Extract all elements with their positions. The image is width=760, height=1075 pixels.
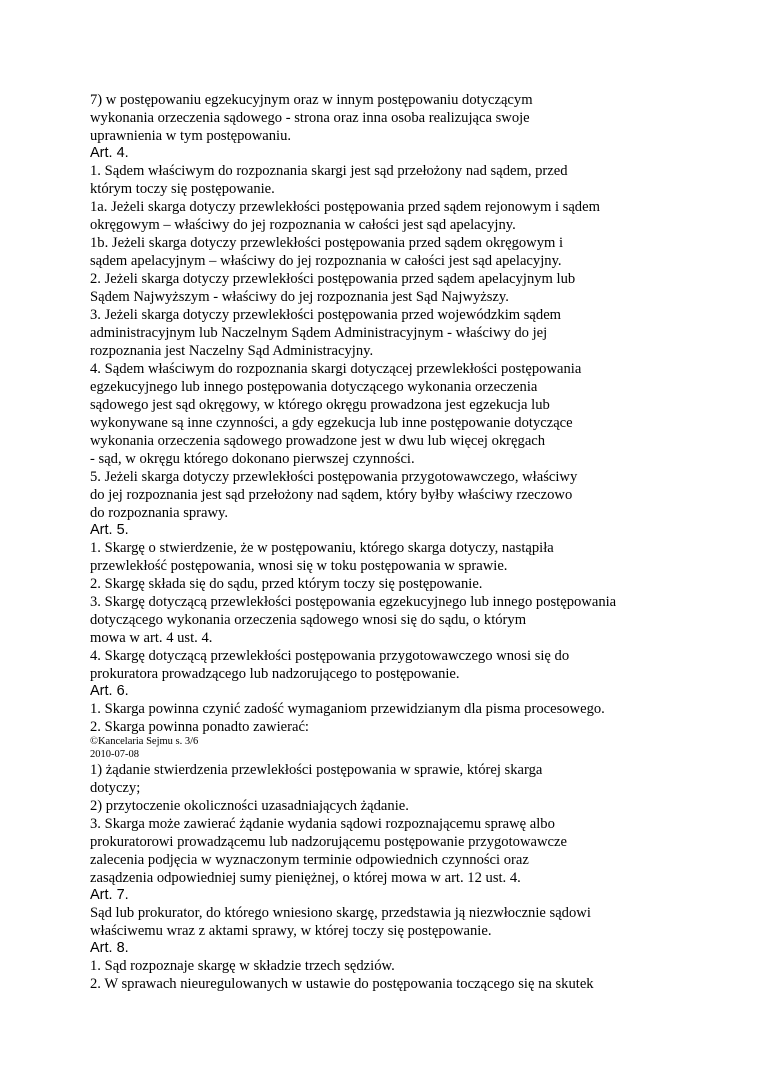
page-footer-line: 2010-07-08 (90, 748, 139, 760)
document-body (90, 91, 650, 993)
text-line: 4. Skargę dotyczącą przewlekłości postępowania przygotowawczego wnosi się do (90, 648, 570, 664)
text-line: Sądem Najwyższym - właściwy do jej rozpoznania jest Sąd Najwyższy. (90, 289, 509, 305)
text-line: sądem apelacyjnym – właściwy do jej rozpoznania w całości jest sąd apelacyjny. (90, 253, 562, 269)
text-line: 3. Skargę dotyczącą przewlekłości postępowania egzekucyjnego lub innego postępowania (90, 594, 617, 610)
text-line: 3. Skarga może zawierać żądanie wydania sądowi rozpoznającemu sprawę albo (90, 816, 555, 832)
text-line: 1. Skargę o stwierdzenie, że w postępowaniu, którego skarga dotyczy, nastąpiła (90, 540, 554, 556)
text-line: wykonywane są inne czynności, a gdy egzekucja lub inne postępowanie dotyczące (90, 415, 573, 431)
text-line: Sąd lub prokurator, do którego wniesiono skargę, przedstawia ją niezwłocznie sądowi (90, 905, 591, 921)
text-line: prokuratora prowadzącego lub nadzorującego to postępowanie. (90, 666, 460, 682)
text-line: egzekucyjnego lub innego postępowania dotyczącego wykonania orzeczenia (90, 379, 538, 395)
text-line: administracyjnym lub Naczelnym Sądem Administracyjnym - właściwy do jej (90, 325, 548, 341)
text-line: 1. Skarga powinna czynić zadość wymaganiom przewidzianym dla pisma procesowego. (90, 701, 605, 717)
article-heading: Art. 4. (90, 145, 129, 161)
text-line: sądowego jest sąd okręgowy, w którego okręgu prowadzona jest egzekucja lub (90, 397, 550, 413)
text-line: 1. Sądem właściwym do rozpoznania skargi jest sąd przełożony nad sądem, przed (90, 163, 568, 179)
text-line: uprawnienia w tym postępowaniu. (90, 128, 292, 144)
text-line: 2. Skargę składa się do sądu, przed którym toczy się postępowanie. (90, 576, 483, 592)
text-line: 5. Jeżeli skarga dotyczy przewlekłości postępowania przygotowawczego, właściwy (90, 469, 578, 485)
text-line: rozpoznania jest Naczelny Sąd Administracyjny. (90, 343, 374, 359)
text-line: dotyczącego wykonania orzeczenia sądowego wnosi się do sądu, o którym (90, 612, 527, 628)
text-line: 2. Jeżeli skarga dotyczy przewlekłości postępowania przed sądem apelacyjnym lub (90, 271, 576, 287)
text-line: do rozpoznania sprawy. (90, 505, 229, 521)
text-line: 1a. Jeżeli skarga dotyczy przewlekłości postępowania przed sądem rejonowym i sądem (90, 199, 600, 215)
text-line: 1) żądanie stwierdzenia przewlekłości postępowania w sprawie, której skarga (90, 762, 543, 778)
page-footer-line: ©Kancelaria Sejmu s. 3/6 (90, 736, 199, 747)
text-line: 2) przytoczenie okoliczności uzasadniających żądanie. (90, 798, 409, 814)
article-heading: Art. 8. (90, 940, 129, 956)
text-line: - sąd, w okręgu którego dokonano pierwszej czynności. (90, 451, 415, 467)
article-heading: Art. 7. (90, 887, 129, 903)
text-line: 4. Sądem właściwym do rozpoznania skargi dotyczącej przewlekłości postępowania (90, 361, 582, 377)
article-heading: Art. 5. (90, 522, 129, 538)
text-line: właściwemu wraz z aktami sprawy, w której toczy się postępowanie. (90, 923, 492, 939)
text-line: wykonania orzeczenia sądowego prowadzone jest w dwu lub więcej okręgach (90, 433, 546, 449)
text-line: którym toczy się postępowanie. (90, 181, 275, 197)
text-line: okręgowym – właściwy do jej rozpoznania w całości jest sąd apelacyjny. (90, 217, 516, 233)
text-line: 7) w postępowaniu egzekucyjnym oraz w innym postępowaniu dotyczącym (90, 92, 533, 108)
text-line: 2. W sprawach nieuregulowanych w ustawie do postępowania toczącego się na skutek (90, 976, 594, 992)
text-line: dotyczy; (90, 780, 141, 796)
text-line: mowa w art. 4 ust. 4. (90, 630, 213, 646)
text-line: 1. Sąd rozpoznaje skargę w składzie trzech sędziów. (90, 958, 395, 974)
text-line: 3. Jeżeli skarga dotyczy przewlekłości postępowania przed wojewódzkim sądem (90, 307, 562, 323)
text-line: wykonania orzeczenia sądowego - strona oraz inna osoba realizująca swoje (90, 110, 530, 126)
text-line: 1b. Jeżeli skarga dotyczy przewlekłości postępowania przed sądem okręgowym i (90, 235, 564, 251)
text-line: zasądzenia odpowiedniej sumy pieniężnej, o której mowa w art. 12 ust. 4. (90, 870, 521, 886)
article-heading: Art. 6. (90, 683, 129, 699)
text-line: 2. Skarga powinna ponadto zawierać: (90, 719, 309, 735)
text-line: prokuratorowi prowadzącemu lub nadzorującemu postępowanie przygotowawcze (90, 834, 567, 850)
text-line: zalecenia podjęcia w wyznaczonym terminie odpowiednich czynności oraz (90, 852, 529, 868)
text-line: do jej rozpoznania jest sąd przełożony nad sądem, który byłby właściwy rzeczowo (90, 487, 573, 503)
text-line: przewlekłość postępowania, wnosi się w toku postępowania w sprawie. (90, 558, 508, 574)
